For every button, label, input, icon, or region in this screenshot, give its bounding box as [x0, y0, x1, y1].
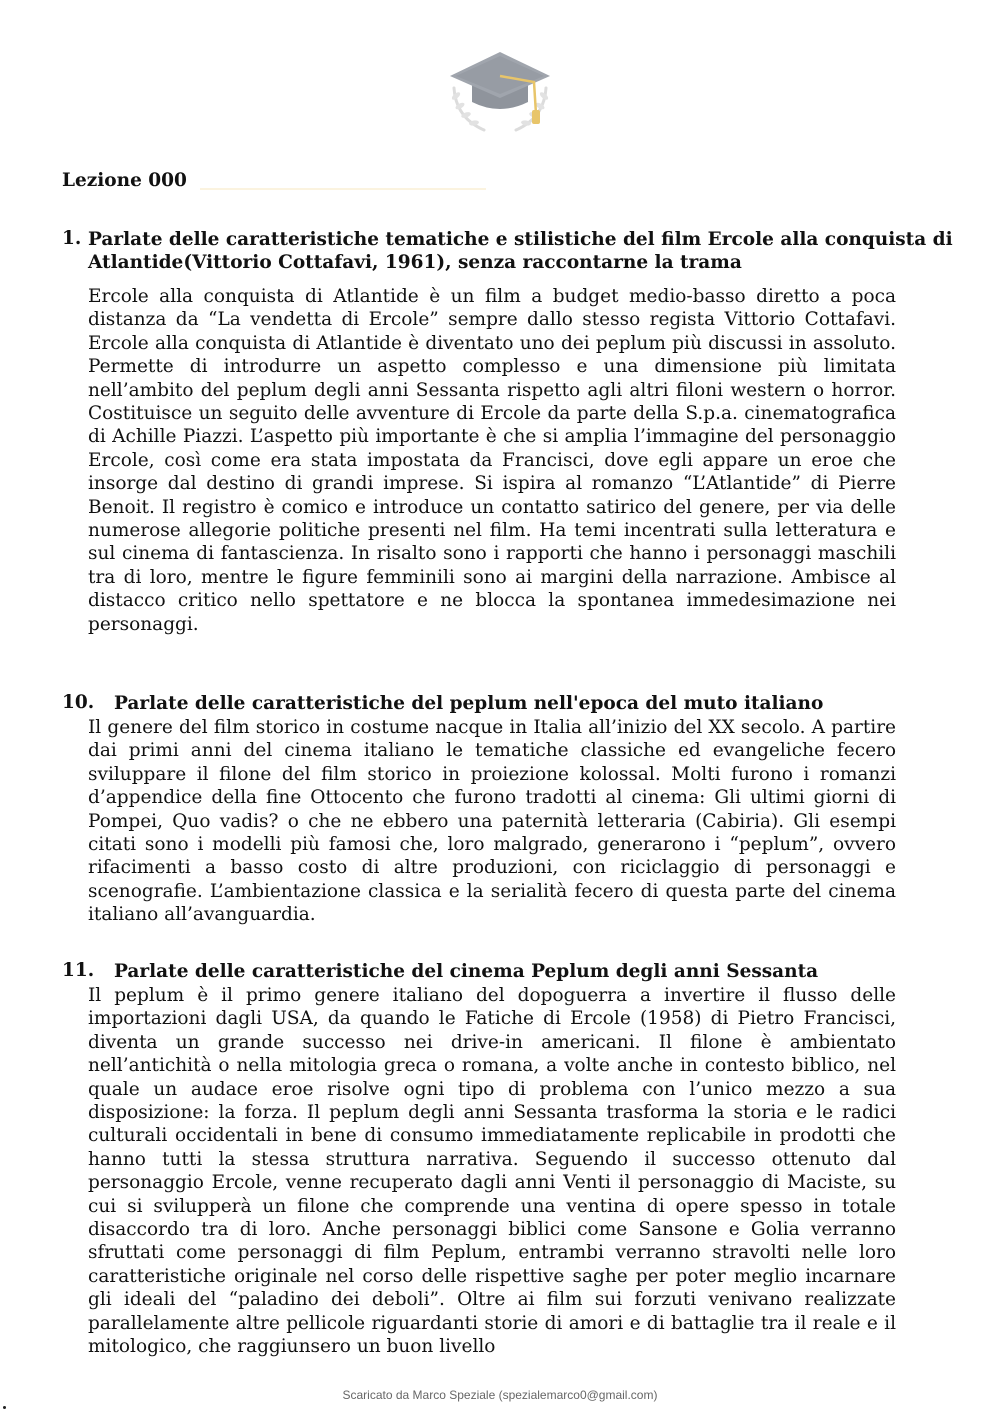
question-title: Parlate delle caratteristiche del peplum nell'epoca del muto italiano	[114, 693, 824, 714]
question-number: 11.	[62, 960, 95, 981]
title-underline	[200, 188, 486, 190]
download-footer: Scaricato da Marco Speziale (spezialemarco0@gmail.com)	[342, 1388, 658, 1402]
answer-paragraph: Il genere del film storico in costume nacque in Italia all’inizio del XX secolo. A partire dai primi anni del cinema italiano le tematiche classiche ed evangeliche fecero sviluppare il filone del film storico in proiezione kolossal. Molti furono i romanzi d’appendice della fine Ottocento che furono tradotti al cinema: Gli ultimi giorni di Pompei, Quo vadis? o che ne ebbero una paternità letteraria (Cabiria). Gli esempi citati sono i modelli più famosi che, loro malgrado, generarono i “peplum”, ovvero rifacimenti a basso costo di altre produzioni, con riciclaggio di personaggi e scenografie. L’ambientazione classica e la serialità fecero di questa parte del cinema italiano all’avanguardia.	[88, 717, 896, 926]
graduation-cap-icon	[444, 48, 556, 138]
question-title: Parlate delle caratteristiche del cinema Peplum degli anni Sessanta	[114, 961, 819, 982]
question-number: 10.	[62, 692, 95, 713]
answer-paragraph: Il peplum è il primo genere italiano del dopoguerra a invertire il flusso delle importazioni dagli USA, da quando le Fatiche di Ercole (1958) di Pietro Francisci, diventa un grande successo nei drive-in americani. Il filone è ambientato nell’antichità o nella mitologia greca o romana, a volte anche in contesto biblico, nel quale un audace eroe risolve ogni tipo di problema con l’unico mezzo a sua disposizione: la forza. Il peplum degli anni Sessanta trasforma la storia e le radici culturali occidentali in bene di consumo immediatamente replicabile in prodotti che hanno tutti la stessa struttura narrativa. Seguendo il successo ottenuto dal personaggio Ercole, venne recuperato dagli anni Venti il personaggio di Maciste, su cui si svilupperà un filone che comprende una ventina di opere spesso in totale disaccordo tra di loro. Anche personaggi biblici come Sansone e Golia verranno sfruttati come personaggi di film Peplum, entrambi verranno stravolti nelle loro caratteristiche originale nel corso delle rispettive saghe per poter meglio incarnare gli ideali del “paladino dei deboli”. Oltre ai film sui forzuti venivano realizzate parallelamente altre pellicole riguardanti storie di amori e di battaglie tra il reale e il mitologico, che raggiunsero un buon livello	[88, 985, 896, 1358]
lesson-title: Lezione 000	[62, 170, 187, 191]
page-mark	[3, 1406, 6, 1409]
question-number: 1.	[62, 228, 82, 249]
answer-paragraph: Ercole alla conquista di Atlantide è un film a budget medio-basso diretto a poca distanza da “La vendetta di Ercole” sempre dallo stesso regista Vittorio Cottafavi. Ercole alla conquista di Atlantide è diventato uno dei peplum più discussi in assoluto. Permette di introdurre un aspetto complesso e una dimensione più limitata nell’ambito del peplum degli anni Sessanta rispetto agli altri filoni western o horror. Costituisce un seguito delle avventure di Ercole da parte della S.p.a. cinematografica di Achille Piazzi. L’aspetto più importante è che si amplia l’immagine del personaggio Ercole, così come era stata impostata da Francisci, dove egli appare un eroe che insorge dal destino di grandi imprese. Si ispira al romanzo “L’Atlantide” di Pierre Benoit. Il registro è comico e introduce un contatto satirico del genere, per via delle numerose allegorie politiche presenti nel film. Ha temi incentrati sulla letteratura e sul cinema di fantascienza. In risalto sono i rapporti che hanno i personaggi maschili tra di loro, mentre le figure femminili sono ai margini della narrazione. Ambisce al distacco critico nello spettatore e ne blocca la spontanea immedesimazione nei personaggi.	[88, 286, 896, 635]
question-title: Parlate delle caratteristiche tematiche e stilistiche del film Ercole alla conquista di Atlantide(Vittorio Cottafavi, 1961), senza raccontarne la trama	[88, 229, 953, 274]
